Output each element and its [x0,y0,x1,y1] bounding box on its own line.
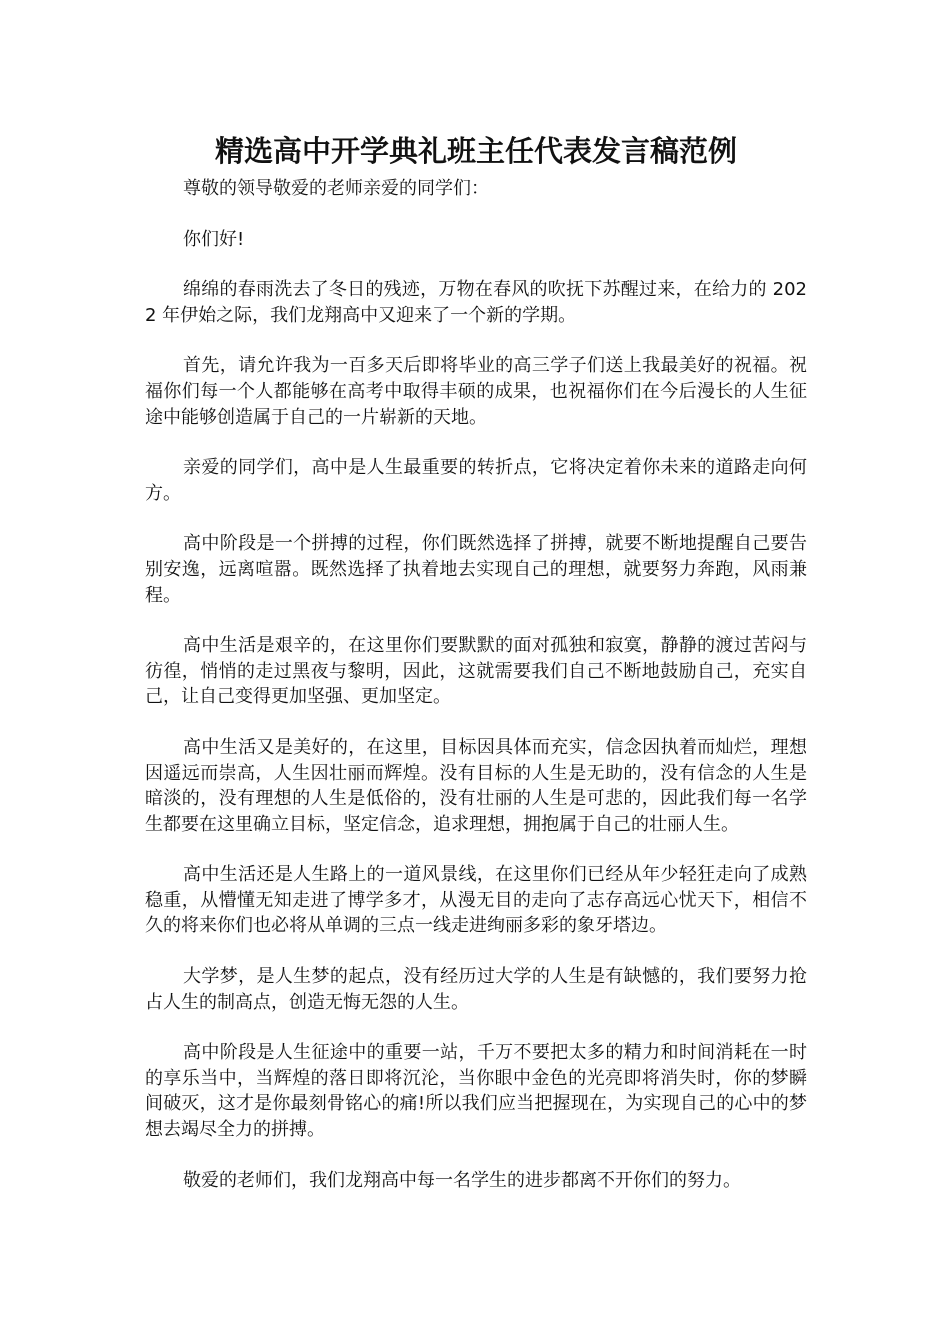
paragraph: 高中阶段是一个拼搏的过程，你们既然选择了拼搏，就要不断地提醒自己要告别安逸，远离喧嚣。既然选择了执着地去实现自己的理想，就要努力奔跑，风雨兼程。 [145,533,807,606]
paragraph: 高中生活还是人生路上的一道风景线，在这里你们已经从年少轻狂走向了成熟稳重，从懵懂无知走进了博学多才，从漫无目的走向了志存高远心忧天下，相信不久的将来你们也必将从单调的三点一线走进绚丽多彩的象牙塔边。 [145,864,807,937]
paragraph: 高中生活又是美好的，在这里，目标因具体而充实，信念因执着而灿烂，理想因遥远而崇高，人生因壮丽而辉煌。没有目标的人生是无助的，没有信念的人生是暗淡的，没有理想的人生是低俗的，没有壮丽的人生是可悲的，因此我们每一名学生都要在这里确立目标，坚定信念，追求理想，拥抱属于自己的壮丽人生。 [145,736,807,835]
paragraph: 高中阶段是人生征途中的重要一站，千万不要把太多的精力和时间消耗在一时的享乐当中，当辉煌的落日即将沉沦，当你眼中金色的光亮即将消失时，你的梦瞬间破灭，这才是你最刻骨铭心的痛!所以我们应当把握现在，为实现自己的心中的梦想去竭尽全力的拼搏。 [145,1042,807,1141]
document-title: 精选高中开学典礼班主任代表发言稿范例 [214,134,737,168]
paragraph: 大学梦，是人生梦的起点，没有经历过大学的人生是有缺憾的，我们要努力抢占人生的制高点，创造无悔无怨的人生。 [145,966,807,1013]
paragraph: 首先，请允许我为一百多天后即将毕业的高三学子们送上我最美好的祝福。祝福你们每一个人都能够在高考中取得丰硕的成果，也祝福你们在今后漫长的人生征途中能够创造属于自己的一片崭新的天地。 [145,355,807,428]
salutation: 尊敬的领导敬爱的老师亲爱的同学们： [183,178,489,199]
greeting: 你们好! [183,228,245,250]
paragraph: 高中生活是艰辛的，在这里你们要默默的面对孤独和寂寞，静静的渡过苦闷与彷徨，悄悄的走过黑夜与黎明，因此，这就需要我们自己不断地鼓励自己，充实自己，让自己变得更加坚强、更加坚定。 [145,635,807,708]
paragraph: 绵绵的春雨洗去了冬日的残迹，万物在春风的吹抚下苏醒过来，在给力的 2022 年伊始之际，我们龙翔高中又迎来了一个新的学期。 [145,279,807,326]
document-page [145,130,807,1218]
paragraph: 亲爱的同学们，高中是人生最重要的转折点，它将决定着你未来的道路走向何方。 [145,457,807,504]
paragraph: 敬爱的老师们，我们龙翔高中每一名学生的进步都离不开你们的努力。 [183,1169,741,1191]
